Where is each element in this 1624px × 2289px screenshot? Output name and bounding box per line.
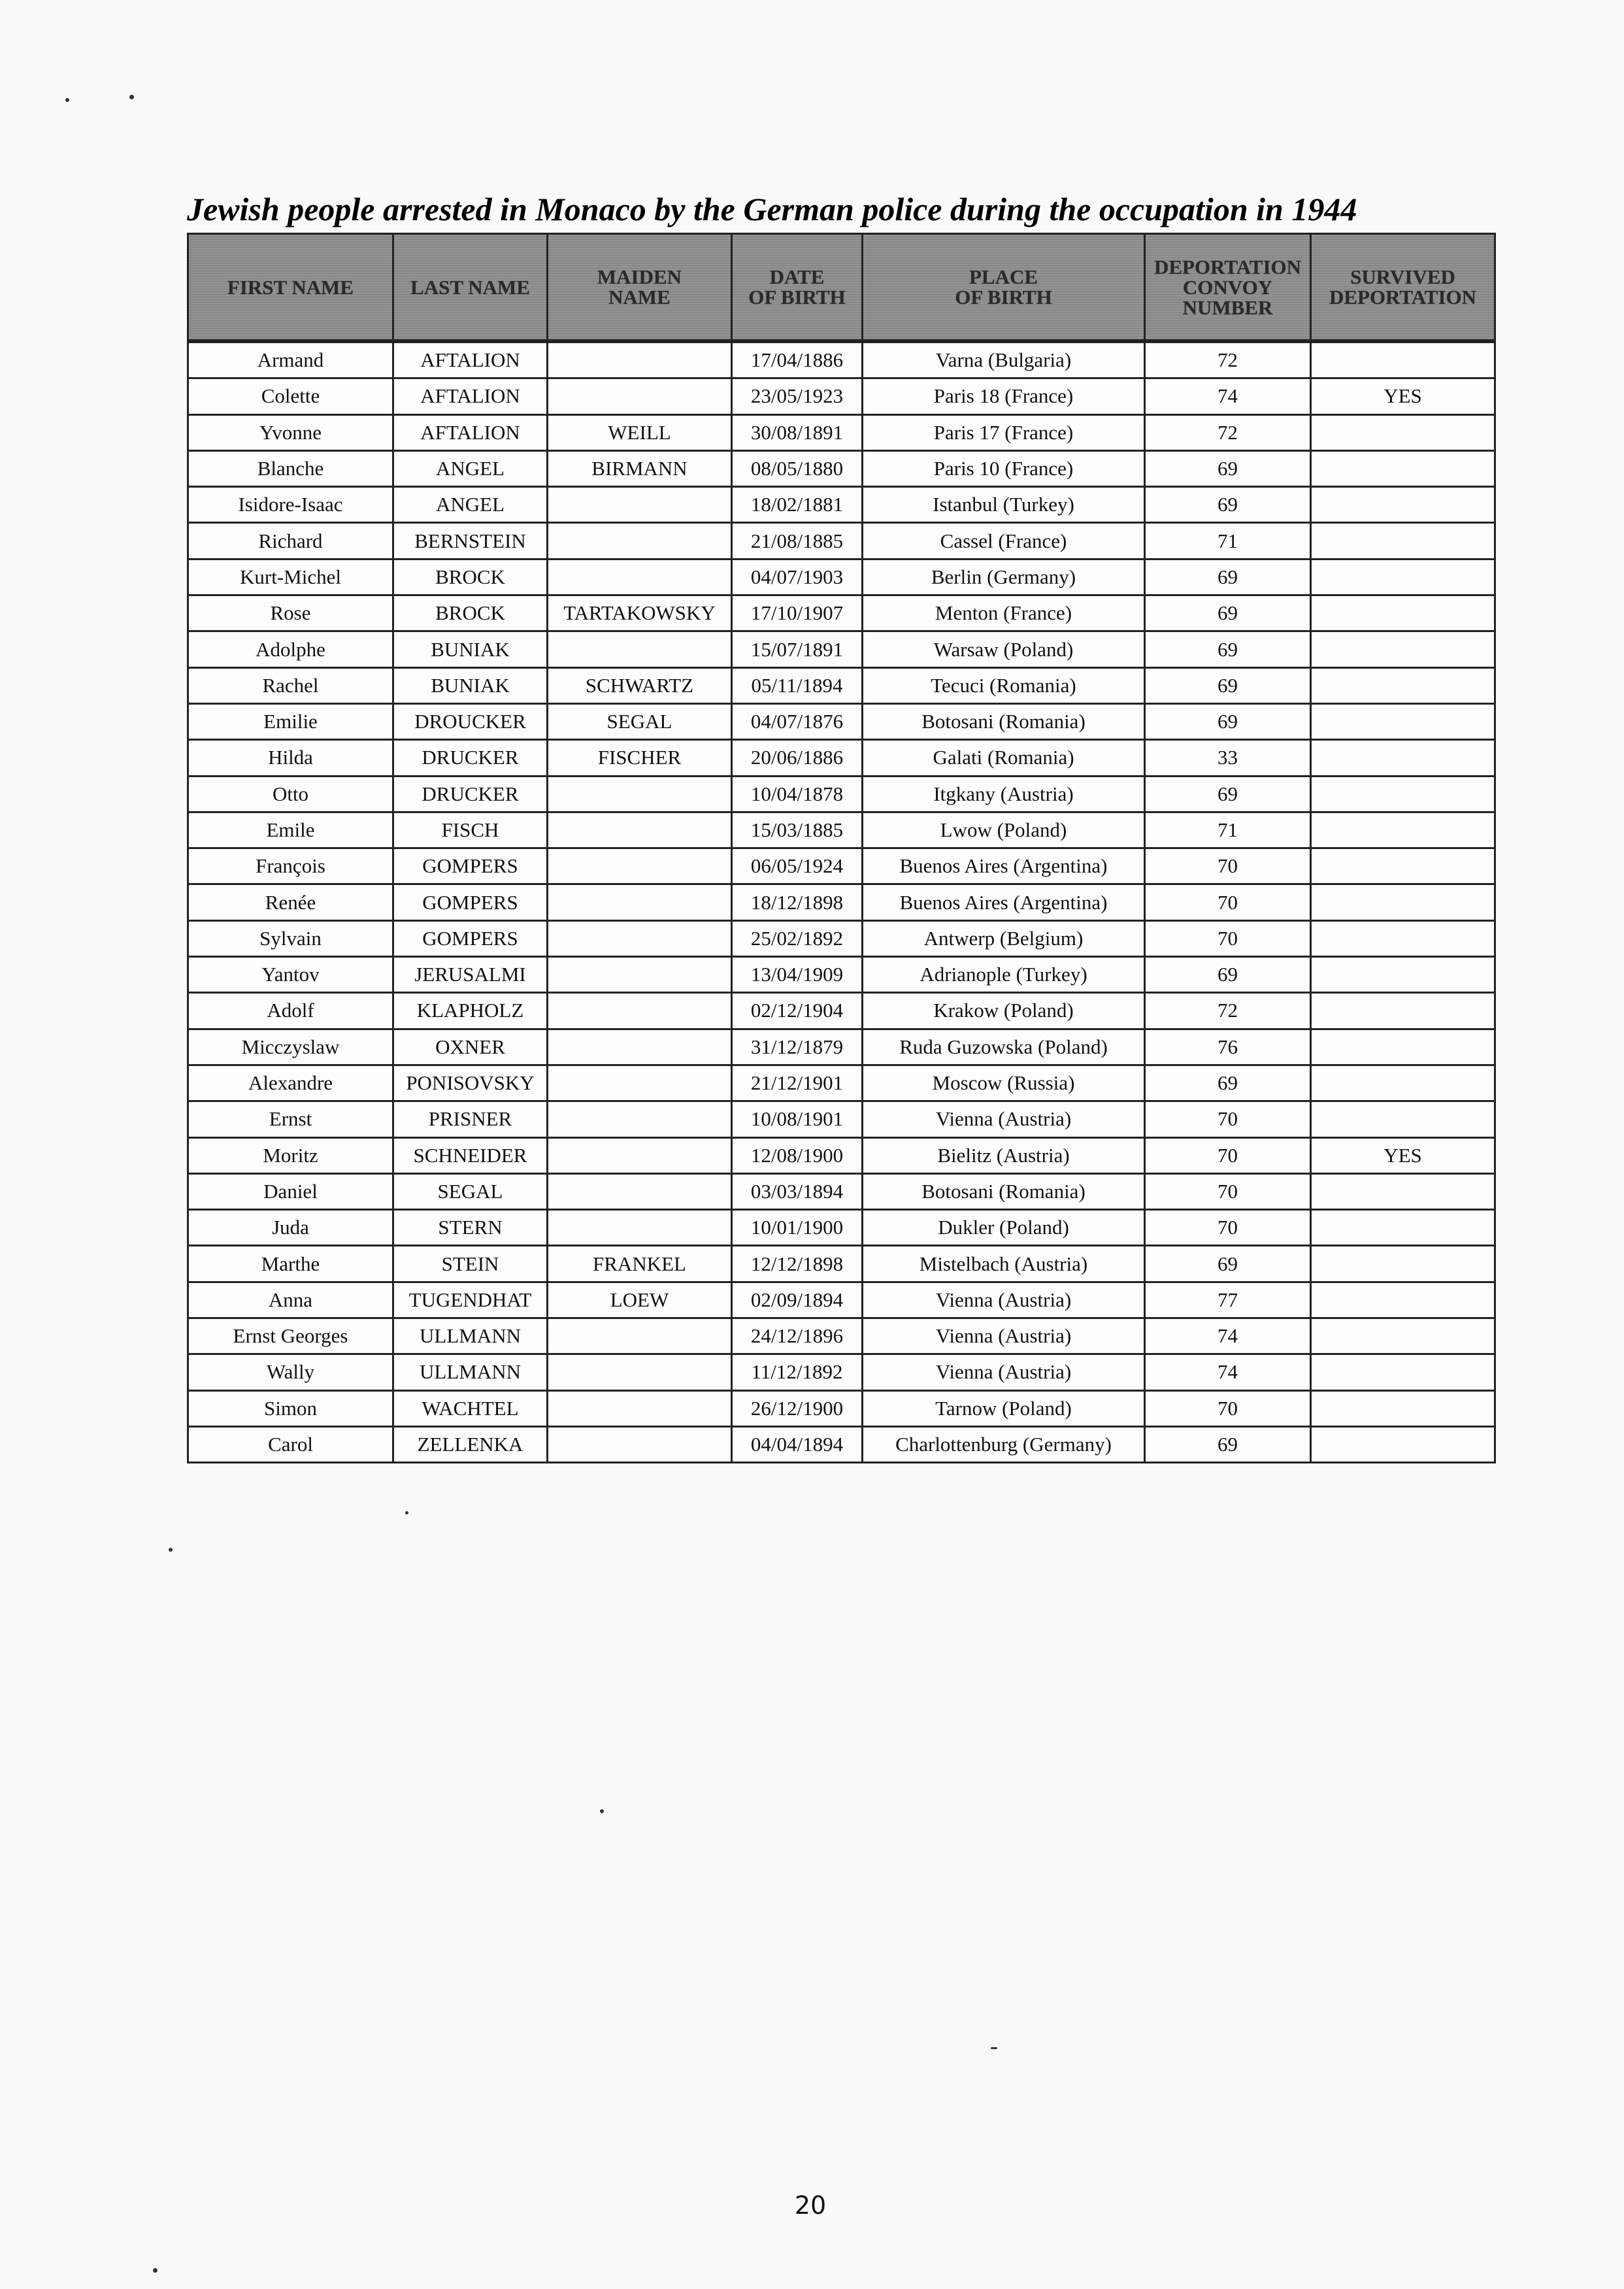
cell-survived-deportation: [1311, 920, 1495, 956]
cell-convoy-number: 69: [1145, 595, 1311, 631]
column-header-line: LAST NAME: [410, 275, 530, 299]
cell-convoy-number: 76: [1145, 1029, 1311, 1065]
cell-place-of-birth: Botosani (Romania): [863, 703, 1145, 739]
cell-place-of-birth: Vienna (Austria): [863, 1318, 1145, 1354]
cell-convoy-number: 69: [1145, 487, 1311, 523]
cell-last-name: DRUCKER: [393, 740, 548, 776]
cell-maiden-name: [548, 957, 732, 993]
cell-survived-deportation: [1311, 487, 1495, 523]
column-header-line: DATE: [769, 265, 825, 288]
cell-convoy-number: 70: [1145, 1173, 1311, 1209]
deportation-table: [187, 233, 1496, 1463]
cell-convoy-number: 69: [1145, 450, 1311, 486]
cell-maiden-name: [548, 487, 732, 523]
table-row: [188, 812, 1495, 848]
cell-place-of-birth: Ruda Guzowska (Poland): [863, 1029, 1145, 1065]
scan-speck: [129, 95, 134, 99]
column-header-survived-deportation: [1311, 234, 1495, 342]
cell-place-of-birth: Lwow (Poland): [863, 812, 1145, 848]
cell-survived-deportation: [1311, 776, 1495, 812]
cell-last-name: AFTALION: [393, 414, 548, 450]
cell-survived-deportation: YES: [1311, 378, 1495, 414]
cell-survived-deportation: [1311, 667, 1495, 703]
cell-convoy-number: 70: [1145, 1390, 1311, 1426]
cell-last-name: ZELLENKA: [393, 1426, 548, 1462]
document-title: Jewish people arrested in Monaco by the German police during the occupation in 1944: [187, 191, 1357, 227]
cell-survived-deportation: [1311, 884, 1495, 920]
cell-first-name: Daniel: [188, 1173, 393, 1209]
cell-maiden-name: [548, 1029, 732, 1065]
table-row: [188, 595, 1495, 631]
cell-last-name: AFTALION: [393, 341, 548, 378]
cell-date-of-birth: 10/04/1878: [732, 776, 863, 812]
cell-place-of-birth: Dukler (Poland): [863, 1210, 1145, 1246]
column-header-line: NUMBER: [1182, 295, 1273, 319]
cell-place-of-birth: Buenos Aires (Argentina): [863, 848, 1145, 884]
cell-last-name: OXNER: [393, 1029, 548, 1065]
column-header-line: NAME: [608, 286, 671, 309]
cell-maiden-name: [548, 1210, 732, 1246]
cell-date-of-birth: 18/02/1881: [732, 487, 863, 523]
table-row: [188, 1029, 1495, 1065]
cell-first-name: Sylvain: [188, 920, 393, 956]
cell-maiden-name: [548, 341, 732, 378]
table-row: [188, 1210, 1495, 1246]
cell-survived-deportation: [1311, 1246, 1495, 1282]
cell-first-name: Emile: [188, 812, 393, 848]
column-header-line: DEPORTATION: [1153, 255, 1302, 278]
cell-last-name: KLAPHOLZ: [393, 993, 548, 1029]
cell-place-of-birth: Warsaw (Poland): [863, 631, 1145, 667]
cell-date-of-birth: 15/03/1885: [732, 812, 863, 848]
cell-maiden-name: [548, 884, 732, 920]
table-row: [188, 559, 1495, 595]
cell-survived-deportation: [1311, 1173, 1495, 1209]
cell-maiden-name: TARTAKOWSKY: [548, 595, 732, 631]
cell-last-name: BERNSTEIN: [393, 523, 548, 559]
table-row: [188, 1390, 1495, 1426]
table-row: [188, 1065, 1495, 1101]
column-header-maiden-name: [548, 234, 732, 342]
cell-last-name: SEGAL: [393, 1173, 548, 1209]
column-header-line: OF BIRTH: [955, 286, 1052, 309]
cell-maiden-name: [548, 1390, 732, 1426]
cell-place-of-birth: Istanbul (Turkey): [863, 487, 1145, 523]
cell-survived-deportation: [1311, 1354, 1495, 1390]
cell-date-of-birth: 04/04/1894: [732, 1426, 863, 1462]
cell-date-of-birth: 30/08/1891: [732, 414, 863, 450]
column-header-line: PLACE: [969, 265, 1038, 288]
cell-survived-deportation: [1311, 1282, 1495, 1318]
cell-first-name: Ernst: [188, 1101, 393, 1137]
cell-maiden-name: WEILL: [548, 414, 732, 450]
cell-convoy-number: 70: [1145, 1210, 1311, 1246]
table-row: [188, 1101, 1495, 1137]
cell-first-name: Simon: [188, 1390, 393, 1426]
cell-first-name: Rachel: [188, 667, 393, 703]
cell-place-of-birth: Paris 18 (France): [863, 378, 1145, 414]
cell-first-name: Renée: [188, 884, 393, 920]
cell-convoy-number: 33: [1145, 740, 1311, 776]
cell-first-name: Marthe: [188, 1246, 393, 1282]
cell-date-of-birth: 05/11/1894: [732, 667, 863, 703]
cell-survived-deportation: [1311, 1426, 1495, 1462]
cell-last-name: FISCH: [393, 812, 548, 848]
cell-last-name: TUGENDHAT: [393, 1282, 548, 1318]
cell-first-name: Anna: [188, 1282, 393, 1318]
cell-convoy-number: 69: [1145, 667, 1311, 703]
cell-last-name: GOMPERS: [393, 920, 548, 956]
column-header-line: CONVOY: [1182, 275, 1273, 299]
cell-first-name: François: [188, 848, 393, 884]
table-header-row: [188, 234, 1495, 342]
cell-first-name: Adolf: [188, 993, 393, 1029]
cell-place-of-birth: Berlin (Germany): [863, 559, 1145, 595]
scan-speck: [65, 98, 69, 102]
cell-last-name: PONISOVSKY: [393, 1065, 548, 1101]
cell-date-of-birth: 25/02/1892: [732, 920, 863, 956]
cell-date-of-birth: 02/09/1894: [732, 1282, 863, 1318]
cell-convoy-number: 77: [1145, 1282, 1311, 1318]
cell-convoy-number: 74: [1145, 1354, 1311, 1390]
cell-survived-deportation: YES: [1311, 1137, 1495, 1173]
table-row: [188, 703, 1495, 739]
cell-date-of-birth: 10/08/1901: [732, 1101, 863, 1137]
table-row: [188, 487, 1495, 523]
cell-survived-deportation: [1311, 1029, 1495, 1065]
cell-maiden-name: [548, 559, 732, 595]
cell-last-name: BROCK: [393, 559, 548, 595]
scan-speck: [169, 1548, 173, 1552]
cell-last-name: ANGEL: [393, 450, 548, 486]
cell-date-of-birth: 04/07/1876: [732, 703, 863, 739]
cell-last-name: GOMPERS: [393, 884, 548, 920]
table-row: [188, 884, 1495, 920]
cell-place-of-birth: Vienna (Austria): [863, 1354, 1145, 1390]
cell-first-name: Yantov: [188, 957, 393, 993]
cell-survived-deportation: [1311, 957, 1495, 993]
cell-date-of-birth: 15/07/1891: [732, 631, 863, 667]
table-row: [188, 1318, 1495, 1354]
cell-convoy-number: 69: [1145, 631, 1311, 667]
table-row: [188, 450, 1495, 486]
cell-maiden-name: SEGAL: [548, 703, 732, 739]
cell-place-of-birth: Varna (Bulgaria): [863, 341, 1145, 378]
cell-first-name: Kurt-Michel: [188, 559, 393, 595]
cell-last-name: AFTALION: [393, 378, 548, 414]
cell-place-of-birth: Tecuci (Romania): [863, 667, 1145, 703]
column-header-line: DEPORTATION: [1329, 286, 1477, 309]
cell-date-of-birth: 24/12/1896: [732, 1318, 863, 1354]
cell-date-of-birth: 11/12/1892: [732, 1354, 863, 1390]
cell-place-of-birth: Galati (Romania): [863, 740, 1145, 776]
table-row: [188, 920, 1495, 956]
column-header-line: SURVIVED: [1350, 265, 1455, 288]
cell-survived-deportation: [1311, 848, 1495, 884]
table-row: [188, 1173, 1495, 1209]
cell-first-name: Colette: [188, 378, 393, 414]
cell-last-name: DRUCKER: [393, 776, 548, 812]
cell-maiden-name: [548, 1173, 732, 1209]
cell-last-name: ULLMANN: [393, 1354, 548, 1390]
cell-survived-deportation: [1311, 1318, 1495, 1354]
cell-first-name: Adolphe: [188, 631, 393, 667]
cell-convoy-number: 70: [1145, 1101, 1311, 1137]
cell-maiden-name: FISCHER: [548, 740, 732, 776]
cell-maiden-name: [548, 378, 732, 414]
column-header-date-of-birth: [732, 234, 863, 342]
cell-maiden-name: FRANKEL: [548, 1246, 732, 1282]
cell-date-of-birth: 04/07/1903: [732, 559, 863, 595]
cell-first-name: Micczyslaw: [188, 1029, 393, 1065]
cell-survived-deportation: [1311, 450, 1495, 486]
scan-speck: [600, 1809, 604, 1813]
table-row: [188, 1282, 1495, 1318]
scan-speck: [991, 2047, 997, 2049]
cell-convoy-number: 72: [1145, 414, 1311, 450]
cell-convoy-number: 74: [1145, 1318, 1311, 1354]
cell-place-of-birth: Paris 10 (France): [863, 450, 1145, 486]
cell-date-of-birth: 08/05/1880: [732, 450, 863, 486]
cell-convoy-number: 69: [1145, 957, 1311, 993]
cell-convoy-number: 69: [1145, 703, 1311, 739]
cell-first-name: Yvonne: [188, 414, 393, 450]
cell-date-of-birth: 20/06/1886: [732, 740, 863, 776]
cell-maiden-name: [548, 1426, 732, 1462]
table-row: [188, 1426, 1495, 1462]
column-header-last-name: [393, 234, 548, 342]
cell-convoy-number: 72: [1145, 993, 1311, 1029]
cell-place-of-birth: Buenos Aires (Argentina): [863, 884, 1145, 920]
cell-maiden-name: [548, 812, 732, 848]
cell-last-name: STERN: [393, 1210, 548, 1246]
cell-date-of-birth: 13/04/1909: [732, 957, 863, 993]
table-row: [188, 378, 1495, 414]
cell-date-of-birth: 17/10/1907: [732, 595, 863, 631]
table-row: [188, 1137, 1495, 1173]
table-row: [188, 341, 1495, 378]
cell-convoy-number: 69: [1145, 1246, 1311, 1282]
cell-place-of-birth: Bielitz (Austria): [863, 1137, 1145, 1173]
cell-last-name: SCHNEIDER: [393, 1137, 548, 1173]
cell-date-of-birth: 10/01/1900: [732, 1210, 863, 1246]
cell-first-name: Moritz: [188, 1137, 393, 1173]
cell-date-of-birth: 31/12/1879: [732, 1029, 863, 1065]
cell-last-name: STEIN: [393, 1246, 548, 1282]
table-row: [188, 1354, 1495, 1390]
column-header-line: OF BIRTH: [748, 286, 846, 309]
cell-last-name: GOMPERS: [393, 848, 548, 884]
cell-last-name: BUNIAK: [393, 631, 548, 667]
cell-maiden-name: LOEW: [548, 1282, 732, 1318]
cell-last-name: PRISNER: [393, 1101, 548, 1137]
cell-convoy-number: 70: [1145, 1137, 1311, 1173]
cell-date-of-birth: 12/12/1898: [732, 1246, 863, 1282]
cell-last-name: ANGEL: [393, 487, 548, 523]
cell-place-of-birth: Tarnow (Poland): [863, 1390, 1145, 1426]
cell-convoy-number: 72: [1145, 341, 1311, 378]
cell-last-name: JERUSALMI: [393, 957, 548, 993]
cell-maiden-name: [548, 1354, 732, 1390]
cell-convoy-number: 71: [1145, 812, 1311, 848]
cell-last-name: WACHTEL: [393, 1390, 548, 1426]
cell-survived-deportation: [1311, 812, 1495, 848]
scan-speck: [405, 1511, 408, 1514]
table-row: [188, 523, 1495, 559]
cell-first-name: Carol: [188, 1426, 393, 1462]
cell-survived-deportation: [1311, 1065, 1495, 1101]
cell-survived-deportation: [1311, 1390, 1495, 1426]
cell-first-name: Rose: [188, 595, 393, 631]
cell-convoy-number: 69: [1145, 1065, 1311, 1101]
cell-convoy-number: 69: [1145, 1426, 1311, 1462]
cell-first-name: Richard: [188, 523, 393, 559]
cell-first-name: Isidore-Isaac: [188, 487, 393, 523]
column-header-first-name: [188, 234, 393, 342]
cell-maiden-name: BIRMANN: [548, 450, 732, 486]
cell-date-of-birth: 26/12/1900: [732, 1390, 863, 1426]
cell-place-of-birth: Mistelbach (Austria): [863, 1246, 1145, 1282]
cell-place-of-birth: Krakow (Poland): [863, 993, 1145, 1029]
cell-last-name: BUNIAK: [393, 667, 548, 703]
cell-place-of-birth: Charlottenburg (Germany): [863, 1426, 1145, 1462]
cell-date-of-birth: 17/04/1886: [732, 341, 863, 378]
cell-place-of-birth: Paris 17 (France): [863, 414, 1145, 450]
cell-survived-deportation: [1311, 523, 1495, 559]
cell-place-of-birth: Cassel (France): [863, 523, 1145, 559]
cell-date-of-birth: 12/08/1900: [732, 1137, 863, 1173]
cell-convoy-number: 71: [1145, 523, 1311, 559]
cell-place-of-birth: Moscow (Russia): [863, 1065, 1145, 1101]
cell-date-of-birth: 02/12/1904: [732, 993, 863, 1029]
cell-date-of-birth: 18/12/1898: [732, 884, 863, 920]
table-body: [188, 341, 1495, 1463]
cell-place-of-birth: Vienna (Austria): [863, 1101, 1145, 1137]
column-header-convoy-number: [1145, 234, 1311, 342]
cell-survived-deportation: [1311, 993, 1495, 1029]
table-row: [188, 667, 1495, 703]
cell-maiden-name: SCHWARTZ: [548, 667, 732, 703]
column-header-line: MAIDEN: [597, 265, 682, 288]
table-row: [188, 631, 1495, 667]
cell-first-name: Emilie: [188, 703, 393, 739]
cell-survived-deportation: [1311, 341, 1495, 378]
cell-maiden-name: [548, 1101, 732, 1137]
cell-first-name: Wally: [188, 1354, 393, 1390]
cell-survived-deportation: [1311, 703, 1495, 739]
cell-survived-deportation: [1311, 740, 1495, 776]
column-header-place-of-birth: [863, 234, 1145, 342]
table-row: [188, 776, 1495, 812]
cell-convoy-number: 70: [1145, 848, 1311, 884]
cell-survived-deportation: [1311, 414, 1495, 450]
cell-place-of-birth: Menton (France): [863, 595, 1145, 631]
cell-survived-deportation: [1311, 1101, 1495, 1137]
table-row: [188, 848, 1495, 884]
cell-survived-deportation: [1311, 559, 1495, 595]
cell-convoy-number: 69: [1145, 776, 1311, 812]
column-header-line: FIRST NAME: [227, 275, 354, 299]
cell-survived-deportation: [1311, 1210, 1495, 1246]
cell-survived-deportation: [1311, 595, 1495, 631]
cell-place-of-birth: Botosani (Romania): [863, 1173, 1145, 1209]
page-number: 20: [794, 2191, 827, 2220]
cell-convoy-number: 74: [1145, 378, 1311, 414]
cell-date-of-birth: 06/05/1924: [732, 848, 863, 884]
cell-maiden-name: [548, 631, 732, 667]
cell-date-of-birth: 21/08/1885: [732, 523, 863, 559]
cell-maiden-name: [548, 848, 732, 884]
scan-speck: [153, 2268, 157, 2273]
cell-convoy-number: 70: [1145, 920, 1311, 956]
cell-date-of-birth: 21/12/1901: [732, 1065, 863, 1101]
cell-date-of-birth: 23/05/1923: [732, 378, 863, 414]
table-row: [188, 414, 1495, 450]
cell-convoy-number: 69: [1145, 559, 1311, 595]
cell-last-name: DROUCKER: [393, 703, 548, 739]
cell-first-name: Juda: [188, 1210, 393, 1246]
cell-first-name: Hilda: [188, 740, 393, 776]
cell-survived-deportation: [1311, 631, 1495, 667]
cell-maiden-name: [548, 920, 732, 956]
cell-place-of-birth: Vienna (Austria): [863, 1282, 1145, 1318]
cell-convoy-number: 70: [1145, 884, 1311, 920]
cell-last-name: BROCK: [393, 595, 548, 631]
table-row: [188, 957, 1495, 993]
cell-maiden-name: [548, 776, 732, 812]
cell-maiden-name: [548, 1065, 732, 1101]
cell-first-name: Ernst Georges: [188, 1318, 393, 1354]
cell-first-name: Armand: [188, 341, 393, 378]
cell-maiden-name: [548, 993, 732, 1029]
cell-place-of-birth: Itgkany (Austria): [863, 776, 1145, 812]
cell-first-name: Alexandre: [188, 1065, 393, 1101]
cell-first-name: Blanche: [188, 450, 393, 486]
cell-date-of-birth: 03/03/1894: [732, 1173, 863, 1209]
cell-place-of-birth: Adrianople (Turkey): [863, 957, 1145, 993]
cell-maiden-name: [548, 1318, 732, 1354]
cell-place-of-birth: Antwerp (Belgium): [863, 920, 1145, 956]
table-row: [188, 993, 1495, 1029]
table-row: [188, 1246, 1495, 1282]
table-row: [188, 740, 1495, 776]
cell-last-name: ULLMANN: [393, 1318, 548, 1354]
cell-maiden-name: [548, 1137, 732, 1173]
cell-maiden-name: [548, 523, 732, 559]
cell-first-name: Otto: [188, 776, 393, 812]
